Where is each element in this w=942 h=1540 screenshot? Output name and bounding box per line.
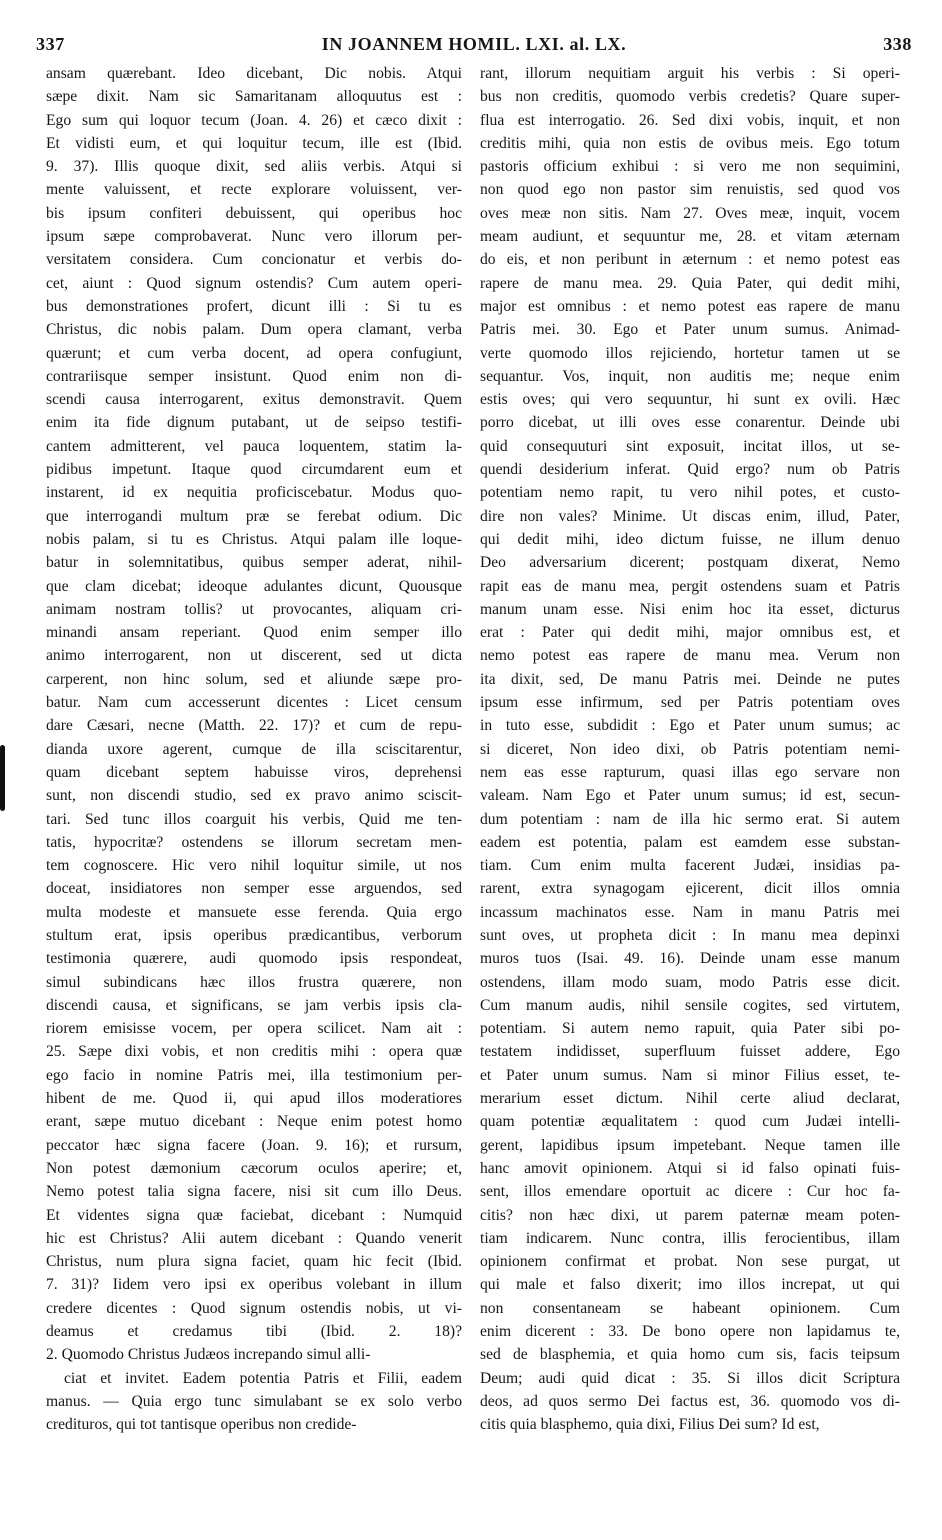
text-line: cet, aiunt : Quod signum ostendis? Cum autem operi-	[46, 274, 462, 292]
text-line: Christus, num plura signa faciet, quam hic fecit (Ibid.	[46, 1253, 462, 1271]
text-line: enim ita fide dignum putabant, ut de seipso testifi-	[46, 414, 462, 432]
text-line: non quod ego non pastor sim renuistis, sed quod vos	[480, 181, 900, 199]
page-number-right: 338	[883, 34, 912, 54]
text-line: do eis, et non peribunt in æternum : et nemo potest eas	[480, 251, 900, 269]
text-line: Et videntes signa quæ faciebat, dicebant : Numquid	[46, 1206, 462, 1224]
text-line: stultum erat, ipsis operibus prædicantibus, verborum	[46, 926, 462, 944]
text-line: sunt, non discendi studio, sed ex pravo animo sciscit-	[46, 787, 462, 805]
text-line: hic est Christus? Alii autem dicebant : Quando venerit	[46, 1229, 462, 1247]
text-line: quid consequuturi sint exposuit, incitat illos, ut se-	[480, 437, 900, 455]
text-line: minandi ansam reperiant. Quod enim semper illo	[46, 624, 462, 642]
text-line: hibent de me. Quod ii, qui apud illos moderatiores	[46, 1090, 462, 1108]
text-line: erant, sæpe mutuo dicebant : Neque enim potest homo	[46, 1113, 462, 1131]
text-line: verte quomodo illos rejiciendo, hortetur tamen ut se	[480, 344, 900, 362]
text-line: opinionem confirmat et probat. Non sese purgat, ut	[480, 1253, 900, 1271]
left-text-column	[46, 62, 462, 1437]
text-line: merarium esset dictum. Nihil certe aliud declarat,	[480, 1090, 900, 1108]
text-line: testimonia quærere, audi quomodo ipsis respondeat,	[46, 950, 462, 968]
text-line: estis oves; qui vero sequuntur, hi sunt ex ovili. Hæc	[480, 391, 900, 409]
text-line: simul subindicans hæc illos frustra quærere, non	[46, 973, 462, 991]
text-line: discendi causa, et significans, se jam verbis ipsis cla-	[46, 996, 462, 1014]
text-line: potentiam. Si autem nemo rapuit, quia Pater sibi po-	[480, 1020, 900, 1038]
text-line: ciat et invitet. Eadem potentia Patris et Filii, eadem	[64, 1369, 462, 1387]
text-line: tem cognoscere. Hic vero nihil loquitur simile, ut nos	[46, 857, 462, 875]
text-line: hanc amovit opinionem. Atqui si id falso opinati fuis-	[480, 1159, 900, 1177]
text-line: tiam indicarem. Nunc contra, illis ferocientibus, illam	[480, 1229, 900, 1247]
text-line: mente valuissent, et recte explorare voluissent, ver-	[46, 181, 462, 199]
text-line: rapere de manu mea. 29. Quia Pater, qui dedit mihi,	[480, 274, 900, 292]
text-line: qui dedit mihi, ideo dictum fuisse, ne illum denuo	[480, 530, 900, 548]
text-line: sunt oves, ut propheta dicit : In manu mea depinxi	[480, 926, 900, 944]
text-line: ita dixit, sed, De manu Patris mei. Deinde ne putes	[480, 670, 900, 688]
text-line: si diceret, Non ideo dixi, ob Patris potentiam nemi-	[480, 740, 900, 758]
text-line: dare Cæsari, necne (Matth. 22. 17)? et cum de repu-	[46, 717, 462, 735]
text-line: Patris mei. 30. Ego et Pater unum sumus. Animad-	[480, 321, 900, 339]
scan-edge-mark	[0, 745, 5, 811]
text-line: animo interrogarent, non ut discerent, sed ut dicta	[46, 647, 462, 665]
text-line: batur. Nam cum accesserunt dicentes : Licet censum	[46, 694, 462, 712]
text-line: deamus et credamus tibi (Ibid. 2. 18)?	[46, 1323, 462, 1341]
text-line: eadem est potentia, palam est eamdem esse substan-	[480, 833, 900, 851]
text-line: citis quia blasphemo, quia dixi, Filius Dei sum? Id est,	[480, 1416, 820, 1434]
text-line: valeam. Nam Ego et Pater unum sumus; id est, secun-	[480, 787, 900, 805]
page-number-left: 337	[36, 34, 65, 54]
text-line: pastoris officium exhibui : si vero me non sequimini,	[480, 158, 900, 176]
text-line: riorem emisisse vocem, per opera scilicet. Nam ait :	[46, 1020, 462, 1038]
text-line: Deo adversarium dicerent; postquam dixerat, Nemo	[480, 554, 900, 572]
text-line: meam audiunt, et sequuntur me, 28. et vitam æternam	[480, 228, 900, 246]
text-line: ostendens, illam modo suam, modo Patris esse dicit.	[480, 973, 900, 991]
text-line: sed de blasphemia, et quia homo cum sis, facis teipsum	[480, 1346, 900, 1364]
text-line: ipsum sæpe comprobaverat. Nunc vero illorum per-	[46, 228, 462, 246]
text-line: 7. 31)? Iidem vero ipsi ex operibus volebant in illum	[46, 1276, 462, 1294]
text-line: oves meæ non sitis. Nam 27. Oves meæ, inquit, vocem	[480, 204, 900, 222]
text-line: erat : Pater qui dedit mihi, major omnibus est, et	[480, 624, 900, 642]
text-line: instarent, id ex nequitia proficiscebatur. Modus quo-	[46, 484, 462, 502]
text-line: flua est interrogatio. 26. Sed dixi vobis, inquit, et non	[480, 111, 900, 129]
text-line: Christus, dic nobis palam. Dum opera clamant, verba	[46, 321, 462, 339]
text-line: ego facio in nomine Patris mei, illa testimonium per-	[46, 1066, 462, 1084]
text-line: porro dicebat, ut illi oves esse conarentur. Deinde ubi	[480, 414, 900, 432]
text-line: que clam dicebat; ideoque adulantes dicunt, Quousque	[46, 577, 462, 595]
text-line: Non potest dæmonium cæcorum oculos aperire; et,	[46, 1159, 462, 1177]
text-line: sequantur. Vos, inquit, non auditis me; neque enim	[480, 367, 900, 385]
text-line: tatis, hypocritæ? ostendens se illorum secretam men-	[46, 833, 462, 851]
text-line: 9. 37). Illis quoque dixit, sed aliis verbis. Atqui si	[46, 158, 462, 176]
right-text-column	[480, 62, 900, 1437]
text-line: cantem admitterent, vel pauca loquentem, statim la-	[46, 437, 462, 455]
text-line: potentiam nemo rapit, tu vero nihil potes, et custo-	[480, 484, 900, 502]
text-line: qui male et falso dixerit; imo illos increpat, ut qui	[480, 1276, 900, 1294]
text-line: creditis mihi, quia non estis de ovibus meis. Ego totum	[480, 134, 900, 152]
text-line: gerent, lapidibus ipsum impetebant. Neque tamen ille	[480, 1136, 900, 1154]
text-line: enim dicerent : 33. De bono opere non lapidamus te,	[480, 1323, 900, 1341]
text-line: ansam quærebant. Ideo dicebant, Dic nobis. Atqui	[46, 65, 462, 82]
text-line: nem eas esse rapturum, quasi illas ego servare non	[480, 763, 900, 781]
text-line: deos, ad quos sermo Dei factus est, 36. quomodo vos di-	[480, 1392, 900, 1410]
text-line: bis ipsum confiteri debuissent, qui operibus hoc	[46, 204, 462, 222]
text-line: 25. Sæpe dixi vobis, et non creditis mihi : opera quæ	[46, 1043, 462, 1061]
text-line: rapit eas de manu mea, pergit ostendens suam et Patris	[480, 577, 900, 595]
text-line: dum potentiam : nam de illa hic sermo erat. Si autem	[480, 810, 900, 828]
text-line: bus demonstrationes profert, dicunt illi : Si tu es	[46, 297, 462, 315]
text-line: peccator hæc signa facere (Joan. 9. 16); et rursum,	[46, 1136, 462, 1154]
text-line: Et vidisti eum, et qui loquitur tecum, ille est (Ibid.	[46, 134, 462, 152]
text-line: Cum manum audis, nihil sensile cogites, sed virtutem,	[480, 996, 900, 1014]
text-line: batur in solemnitatibus, quibus semper aderat, nihil-	[46, 554, 462, 572]
text-line: rarent, extra synagogam ejicerent, dicit illos omnia	[480, 880, 900, 898]
text-line: et Pater unum sumus. Nam si minor Filius esset, te-	[480, 1066, 900, 1084]
text-line: major est omnibus : et nemo potest eas rapere de manu	[480, 297, 900, 315]
text-line: quam dicebant septem habuisse viros, deprehensi	[46, 763, 462, 781]
text-line: manus. — Quia ergo tunc simulabant se ex solo verbo	[46, 1392, 462, 1410]
text-line: non consentaneam se habeant opinionem. Cum	[480, 1299, 900, 1317]
text-line: in tuto esse, subdidit : Ego et Pater unum sumus; ac	[480, 717, 900, 735]
text-line: scendi causa interrogarent, exitus demonstravit. Quem	[46, 391, 462, 409]
text-line: credere dicentes : Quod signum ostendis nobis, ut vi-	[46, 1299, 462, 1317]
text-line: credituros, qui tot tantisque operibus non credide-	[46, 1416, 357, 1434]
text-line: sent, illos emendare oportuit ac dicere : Cur hoc fa-	[480, 1183, 900, 1201]
text-line: muros tuos (Isai. 49. 16). Deinde unam esse manum	[480, 950, 900, 968]
text-line: Deum; audi quid dicat : 35. Si illos dicit Scriptura	[480, 1369, 900, 1387]
text-line: animam nostram tollis? ut provocantes, aliquam cri-	[46, 600, 462, 618]
text-line: dianda uxore agerent, cumque de illa sciscitarentur,	[46, 740, 462, 758]
text-line: Ego sum qui loquor tecum (Joan. 4. 26) et cæco dixit :	[46, 111, 462, 129]
text-line: dire non vales? Minime. Ut discas enim, illud, Pater,	[480, 507, 900, 525]
text-line: manum unam esse. Nisi enim hoc ita esset, dicturus	[480, 600, 900, 618]
text-line: doceat, insidiatores non semper esse arguendos, sed	[46, 880, 462, 898]
text-line: pidibus impetunt. Itaque quod circumdarent eum et	[46, 461, 462, 479]
running-header	[36, 34, 912, 58]
text-line: rant, illorum nequitiam arguit his verbis : Si operi-	[480, 65, 900, 82]
text-line: carperent, non hinc solum, sed et aliunde sæpe pro-	[46, 670, 462, 688]
text-line: quendi desiderium inferat. Quid ergo? num ob Patris	[480, 461, 900, 479]
text-line: tari. Sed tunc illos coarguit his verbis, Quid me ten-	[46, 810, 462, 828]
text-line: nobis palam, si tu es Christus. Atqui palam ille loque-	[46, 530, 462, 548]
text-line: sæpe dixit. Nam sic Samaritanam alloquutus est :	[46, 88, 462, 106]
text-line: testatem indidisset, superfluum fuisset addere, Ego	[480, 1043, 900, 1061]
text-line: incassum machinatos esse. Nam in manu Patris mei	[480, 903, 900, 921]
text-line: ipsum esse infirmum, sed per Patris potentiam oves	[480, 694, 900, 712]
text-line: quam potentiæ æqualitatem : quod cum Judæi intelli-	[480, 1113, 900, 1131]
text-line: Nemo potest talia signa facere, nisi sit cum illo Deus.	[46, 1183, 462, 1201]
text-line: que interrogandi multum præ se ferebat odium. Dic	[46, 507, 462, 525]
text-line: bus non creditis, quomodo verbis credetis? Quare super-	[480, 88, 900, 106]
text-line: versitatem considera. Cum concionatur et verbis do-	[46, 251, 462, 269]
text-line: tiam. Cum enim multa facerent Judæi, insidias pa-	[480, 857, 900, 875]
text-line: quærunt; et cum verba docent, ad opera confugiunt,	[46, 344, 462, 362]
running-title: IN JOANNEM HOMIL. LXI. al. LX.	[321, 34, 627, 54]
text-line: contrariisque semper insistunt. Quod enim non di-	[46, 367, 462, 385]
text-line: nemo potest eas rapere de manu mea. Verum non	[480, 647, 900, 665]
text-line: citis? non hæc dixi, ut parem paternæ meam poten-	[480, 1206, 900, 1224]
text-line: multa modeste et mansuete esse ferenda. Quia ergo	[46, 903, 462, 921]
text-line: 2. Quomodo Christus Judæos increpando simul alli-	[46, 1346, 371, 1364]
